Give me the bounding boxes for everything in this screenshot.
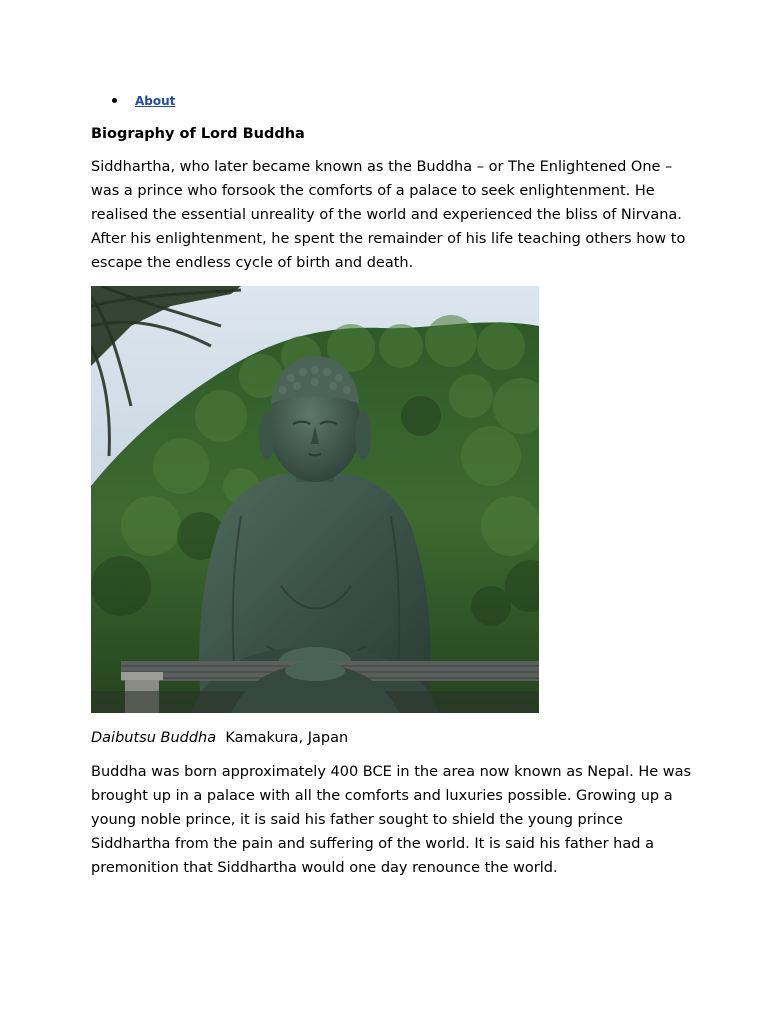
bullet-icon <box>112 98 117 103</box>
caption-location: Kamakura, Japan <box>225 730 349 746</box>
nav-list <box>108 92 175 110</box>
body-line: Siddhartha from the pain and suffering of the world. It is said his father had a <box>91 836 654 852</box>
intro-line: realised the essential unreality of the world and experienced the bliss of Nirvana. <box>91 207 682 223</box>
image-caption <box>91 726 348 750</box>
intro-line: was a prince who forsook the comforts of a palace to seek enlightenment. He <box>91 183 655 199</box>
body-line: Buddha was born approximately 400 BCE in the area now known as Nepal. He was <box>91 764 692 780</box>
nav-item-about <box>108 92 175 110</box>
body-line: brought up in a palace with all the comforts and luxuries possible. Growing up a <box>91 788 673 804</box>
buddha-statue-photo <box>91 286 539 713</box>
intro-line: escape the endless cycle of birth and death. <box>91 255 414 271</box>
caption-italic: Daibutsu Buddha <box>91 730 217 746</box>
page-title: Biography of Lord Buddha <box>91 126 305 142</box>
body-line: young noble prince, it is said his father sought to shield the young prince <box>91 812 623 828</box>
about-link[interactable]: About <box>135 94 176 108</box>
intro-paragraph <box>91 155 691 275</box>
intro-line: Siddhartha, who later became known as the Buddha – or The Enlightened One – <box>91 159 673 175</box>
intro-line: After his enlightenment, he spent the remainder of his life teaching others how to <box>91 231 686 247</box>
body-paragraph <box>91 760 691 880</box>
body-line: premonition that Siddhartha would one day renounce the world. <box>91 860 558 876</box>
